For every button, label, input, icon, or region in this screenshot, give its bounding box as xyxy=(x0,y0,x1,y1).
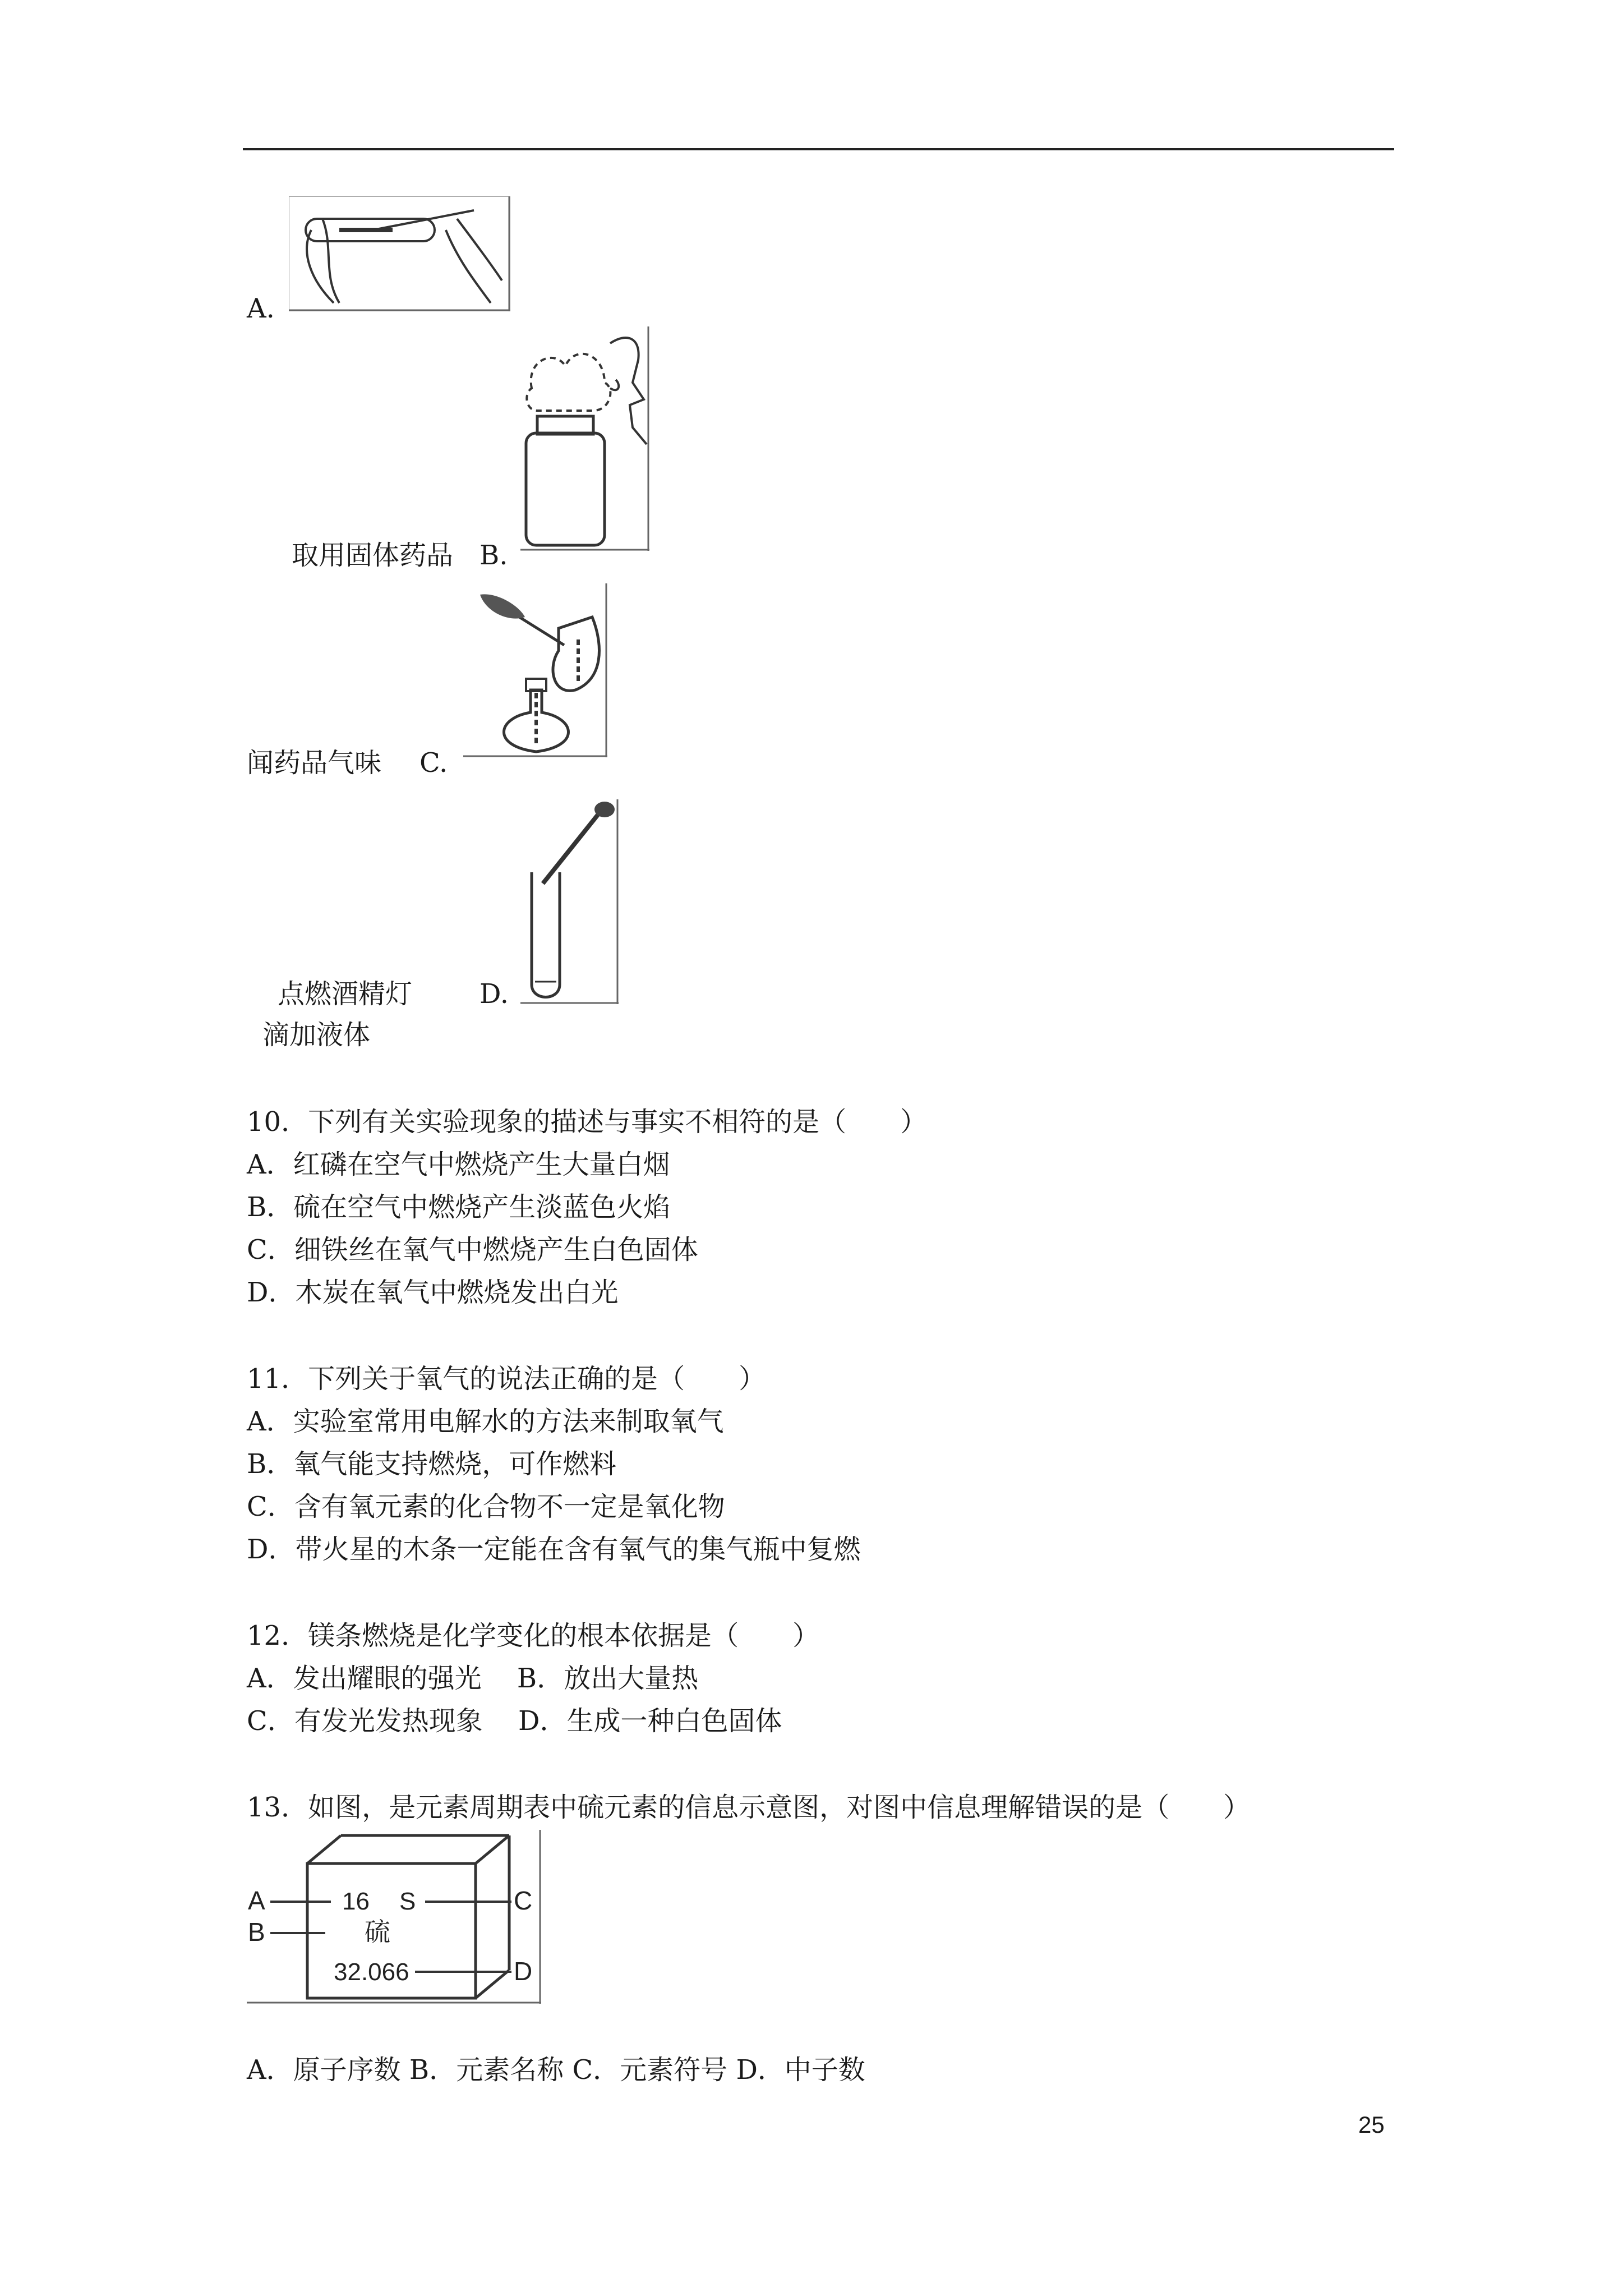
q10-option-a: A．红磷在空气中燃烧产生大量白烟 xyxy=(247,1149,670,1180)
q10-option-c: C．细铁丝在氧气中燃烧产生白色固体 xyxy=(247,1234,698,1266)
label-a: A xyxy=(248,1886,265,1915)
figure-drip-liquid xyxy=(520,799,619,1004)
q12-options-row-1: A．发出耀眼的强光 B．放出大量热 xyxy=(247,1663,699,1694)
figure-smell-reagent xyxy=(520,326,649,551)
figure-light-alcohol-lamp xyxy=(463,583,607,757)
label-c: C xyxy=(514,1886,533,1915)
figure-sulfur-element-cell xyxy=(247,1830,541,2004)
q9-option-d-letter: D. xyxy=(479,978,509,1010)
q11-stem: 11．下列关于氧气的说法正确的是（ ） xyxy=(247,1363,766,1395)
q10-option-d: D．木炭在氧气中燃烧发出白光 xyxy=(247,1277,619,1308)
header-rule xyxy=(243,148,1394,150)
q12-options-row-2: C．有发光发热现象 D．生成一种白色固体 xyxy=(247,1705,782,1737)
q13-options: A．原子序数 B．元素名称 C．元素符号 D．中子数 xyxy=(247,2054,865,2086)
page-number: 25 xyxy=(1358,2111,1385,2138)
element-symbol: S xyxy=(399,1888,416,1915)
label-b: B xyxy=(248,1917,265,1947)
q9-option-a-letter: A. xyxy=(247,293,275,324)
q11-option-a: A．实验室常用电解水的方法来制取氧气 xyxy=(247,1406,724,1437)
q9-option-d-caption: 滴加液体 xyxy=(262,1019,371,1051)
q12-stem: 12．镁条燃烧是化学变化的根本依据是（ ） xyxy=(247,1620,820,1651)
q11-option-d: D．带火星的木条一定能在含有氧气的集气瓶中复燃 xyxy=(247,1534,861,1565)
q9-option-a-caption: 取用固体药品 xyxy=(292,540,454,571)
element-name: 硫 xyxy=(365,1917,390,1947)
q13-stem: 13．如图，是元素周期表中硫元素的信息示意图，对图中信息理解错误的是（ ） xyxy=(247,1792,1251,1823)
q11-option-b: B．氧气能支持燃烧，可作燃料 xyxy=(247,1448,617,1480)
q10-option-b: B．硫在空气中燃烧产生淡蓝色火焰 xyxy=(247,1191,671,1223)
q9-option-b-caption: 闻药品气味 xyxy=(247,747,382,779)
atomic-mass: 32.066 xyxy=(334,1958,409,1986)
q11-option-c: C．含有氧元素的化合物不一定是氧化物 xyxy=(247,1491,725,1522)
label-d: D xyxy=(514,1957,533,1986)
figure-take-solid-reagent xyxy=(289,196,510,311)
q10-stem: 10．下列有关实验现象的描述与事实不相符的是（ ） xyxy=(247,1106,928,1138)
q9-option-b-letter: B. xyxy=(479,540,508,571)
q9-option-c-letter: C. xyxy=(419,747,448,779)
atomic-number: 16 xyxy=(342,1888,370,1915)
q9-option-c-caption: 点燃酒精灯 xyxy=(278,978,413,1010)
